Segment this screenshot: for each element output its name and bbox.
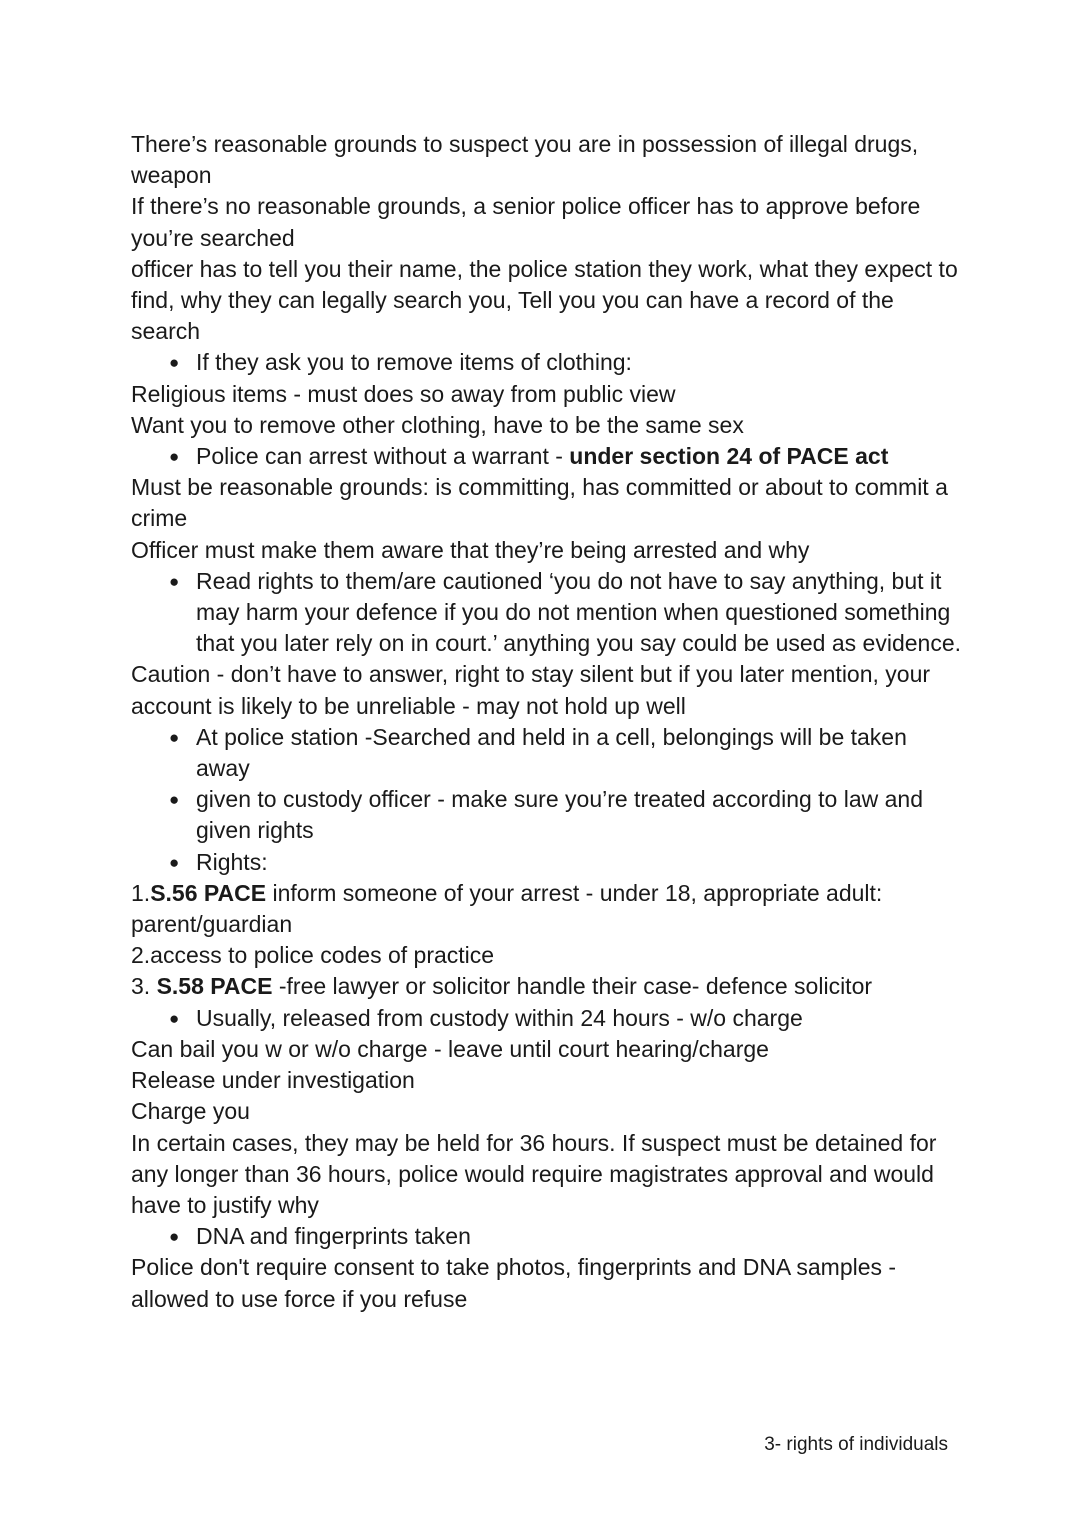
text-segment: Rights: [196, 848, 268, 875]
bold-text: S.58 PACE [156, 973, 273, 1000]
notes-body [131, 129, 961, 1315]
text-segment: Want you to remove other clothing, have to be the same sex [131, 411, 744, 438]
text-line [131, 1065, 961, 1096]
text-line [131, 379, 961, 410]
bullet-item [131, 784, 961, 846]
text-segment: Police don't require consent to take photos, fingerprints and DNA samples - allowed to use force if you refuse [131, 1254, 897, 1312]
text-line [131, 1096, 961, 1127]
bullet-item [131, 847, 961, 878]
bold-text: under section 24 of PACE act [569, 443, 889, 470]
text-segment: If there’s no reasonable grounds, a senior police officer has to approve before you’re searched [131, 193, 921, 251]
bullet-item [131, 566, 961, 660]
text-segment: At police station -Searched and held in a cell, belongings will be taken away [196, 723, 907, 782]
text-line [131, 1128, 961, 1222]
bullet-icon: ● [169, 353, 180, 373]
text-segment: given to custody officer - make sure you’re treated according to law and given rights [196, 786, 924, 844]
text-line [131, 1034, 961, 1065]
text-segment: Officer must make them aware that they’re being arrested and why [131, 536, 810, 563]
text-segment: In certain cases, they may be held for 36 hours. If suspect must be detained for any longer than 36 hours, police would require magistrates approval and would have to justify why [131, 1129, 937, 1218]
text-line [131, 1252, 961, 1314]
bullet-icon: ● [169, 727, 180, 747]
text-line [131, 191, 961, 253]
text-segment: DNA and fingerprints taken [196, 1223, 471, 1250]
text-line [131, 878, 961, 940]
bold-text: S.56 PACE [150, 879, 267, 906]
text-segment: inform someone of your arrest - under 18, appropriate adult: parent/guardian [131, 879, 883, 938]
bullet-icon: ● [169, 571, 180, 591]
text-line [131, 254, 961, 348]
text-segment: Can bail you w or w/o charge - leave until court hearing/charge [131, 1035, 769, 1062]
text-segment: Charge you [131, 1098, 250, 1125]
text-segment: Usually, released from custody within 24 hours - w/o charge [196, 1004, 803, 1031]
text-segment: Caution - don’t have to answer, right to stay silent but if you later mention, your account is likely to be unreliable - may not hold up well [131, 661, 931, 719]
text-line [131, 472, 961, 534]
text-segment: There’s reasonable grounds to suspect you are in possession of illegal drugs, weapon [131, 131, 919, 189]
bullet-item [131, 1221, 961, 1252]
text-line [131, 129, 961, 191]
text-segment: 2.access to police codes of practice [131, 942, 495, 969]
bullet-icon: ● [169, 1227, 180, 1247]
text-segment: 1. [131, 879, 151, 906]
text-line [131, 410, 961, 441]
text-line [131, 971, 961, 1002]
text-segment: -free lawyer or solicitor handle their case- defence solicitor [272, 973, 873, 1000]
bullet-item [131, 1003, 961, 1034]
text-segment: Read rights to them/are cautioned ‘you do not have to say anything, but it may harm your defence if you do not mention when questioned something that you later rely on in court.’ anything you say could be used as evidence. [196, 567, 961, 657]
bullet-item [131, 441, 961, 472]
text-segment: Police can arrest without a warrant - [196, 443, 570, 470]
bullet-item [131, 722, 961, 784]
text-line [131, 535, 961, 566]
text-segment: Religious items - must does so away from public view [131, 380, 676, 407]
text-line [131, 659, 961, 721]
bullet-icon: ● [169, 1008, 180, 1028]
text-segment: If they ask you to remove items of clothing: [196, 349, 632, 376]
text-segment: 3. [131, 973, 157, 1000]
bullet-icon: ● [169, 852, 180, 872]
bullet-icon: ● [169, 790, 180, 810]
text-segment: officer has to tell you their name, the police station they work, what they expect to find, why they can legally search you, Tell you you can have a record of the search [131, 255, 958, 345]
page-footer: 3- rights of individuals [764, 1434, 948, 1455]
text-segment: Must be reasonable grounds: is committing, has committed or about to commit a crime [131, 474, 948, 532]
text-segment: Release under investigation [131, 1067, 415, 1094]
text-line [131, 940, 961, 971]
bullet-icon: ● [169, 447, 180, 467]
bullet-item [131, 347, 961, 378]
